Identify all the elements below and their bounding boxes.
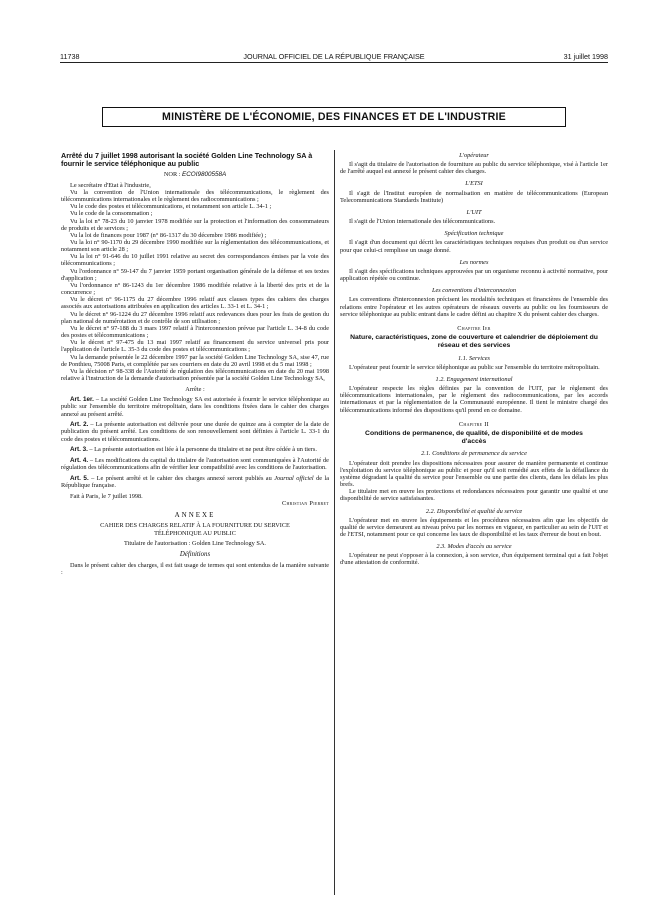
vu-item: Vu le code des postes et télécommunications, et notamment son article L. 34-1 ; <box>70 203 272 211</box>
titulaire-line: Titulaire de l'autorisation : Golden Line Technology SA. <box>123 540 266 548</box>
column-divider <box>334 150 335 895</box>
fait-line: Fait à Paris, le 7 juillet 1998. <box>70 492 143 500</box>
definition-term: Les normes <box>459 258 489 266</box>
definition-text: Il s'agit de l'Institut européen de normalisation en matière de télécommunications (European Telecommunications Standards Institute) <box>340 189 608 204</box>
definition-text: Il s'agit des spécifications techniques approuvées par un organisme reconnu à activité normative, pour application répétée ou continue. <box>340 267 608 283</box>
article-text: – La présente autorisation est liée à la personne du titulaire et ne peut être cédée à un tiers. <box>87 446 317 454</box>
journal-title: JOURNAL OFFICIEL DE LA RÉPUBLIQUE FRANÇAISE <box>243 52 425 61</box>
article-text: – Le présent arrêté et le cahier des charges annexé seront publiés au <box>88 474 275 482</box>
article-label: Art. 2. <box>70 421 89 429</box>
signature: Christian Pierret <box>281 499 329 507</box>
definition-term: L'UIT <box>466 208 482 216</box>
ministry-banner: MINISTÈRE DE L'ÉCONOMIE, DES FINANCES ET DE L'INDUSTRIE <box>102 107 566 127</box>
vu-list <box>61 189 329 382</box>
article-text: – La société Golden Line Technology SA est autorisée à fournir le service téléphonique au public sur l'ensemble du territoire métropolitain, dans les conditions fixées dans le cahier des charges annexé au présent arrêté. <box>61 396 329 418</box>
vu-item: Vu le décret n° 96-1175 du 27 décembre 1996 relatif aux clauses types des cahiers des charges associés aux autorisations attribuées en application des articles L. 33-1 et L. 34-1 ; <box>61 296 329 311</box>
vu-item: Vu la convention de l'Union internationale des télécommunications, le règlement des télécommunications internationales et le règlement des radiocommunications ; <box>61 188 329 204</box>
page-number: 11738 <box>60 52 80 61</box>
definition-text: Il s'agit de l'Union internationale des télécommunications. <box>349 218 496 226</box>
article <box>61 457 329 471</box>
definitions-heading: Définitions <box>179 550 211 558</box>
article-text: – La présente autorisation est délivrée pour une durée de quinze ans à compter de la date de publication du présent arrêté. Les conditions de son renouvellement sont définies à l'article L. 33-1 du code des postes et télécommunications. <box>61 421 329 443</box>
section-2-1-heading: 2.1. Conditions de permanence du service <box>421 450 527 458</box>
section-2-2-text: L'opérateur met en œuvre les équipements et les procédures nécessaires afin que les objectifs de qualité de service demeurent au niveau prévu par les normes en vigueur, en particulier au sein de l'UIT et de l'ETSI, notamment pour ce qui concerne les taux de disponibilité et les taux d'erreur de bout en bout. <box>340 516 608 538</box>
arrete-heading: Arrête : <box>185 385 205 393</box>
vu-item: Vu la loi n° 91-646 du 10 juillet 1991 relative au secret des correspondances émises par la voie des télécommunications ; <box>61 253 329 268</box>
section-2-1-text-2: Le titulaire met en œuvre les protections et redondances nécessaires pour garantir une qualité et une disponibilité de service satisfaisantes. <box>340 488 608 503</box>
chapter-2-title: Conditions de permanence, de qualité, de disponibilité et de modes d'accès <box>365 429 583 445</box>
section-1-2-heading: 1.2. Engagement international <box>435 375 513 383</box>
definition-term: Les conventions d'interconnexion <box>431 287 516 295</box>
article <box>61 421 329 442</box>
article-label: Art. 1er. <box>70 396 94 404</box>
section-1-1-text: L'opérateur peut fournir le service téléphonique au public sur l'ensemble du territoire métropolitain. <box>349 363 600 371</box>
article-text: – Les modifications du capital du titulaire de l'autorisation sont communiquées à l'Autorité de régulation des télécommunications afin de vérifier leur compatibilité avec les conditions de l'autorisation. <box>61 456 329 472</box>
decree-intro: Le secrétaire d'Etat à l'industrie, <box>70 181 151 189</box>
issue-date: 31 juillet 1998 <box>563 52 608 61</box>
header-rule <box>60 62 608 63</box>
article-label: Art. 3. <box>70 446 88 454</box>
decree-title: Arrêté du 7 juillet 1998 autorisant la société Golden Line Technology SA à fournir le service téléphonique au public <box>61 151 313 169</box>
left-column <box>61 152 329 576</box>
definitions-list <box>340 152 608 318</box>
definition-text: Les conventions d'interconnexion précisent les modalités techniques et financières de l'ensemble des relations entre l'opérateur et les autres opérateurs de réseaux ouverts au public ou les fournisseurs de service téléphonique au public entrant dans le cadre défini au chapitre X du présent cahier des charges. <box>340 296 608 318</box>
vu-item: Vu l'ordonnance n° 59-147 du 7 janvier 1959 portant organisation générale de la défense et ses textes d'application ; <box>61 267 329 282</box>
vu-item: Vu l'ordonnance n° 86-1243 du 1er décembre 1986 modifiée relative à la liberté des prix et de la concurrence ; <box>61 281 329 297</box>
vu-item: Vu le décret n° 97-475 du 13 mai 1997 relatif au financement du service universel pris pour l'application de l'article L. 35-3 du code des postes et télécommunications ; <box>61 339 329 354</box>
vu-item: Vu la loi n° 78-23 du 10 janvier 1978 modifiée sur la protection et l'information des consommateurs de produits et de services ; <box>61 217 329 232</box>
article <box>61 446 329 453</box>
vu-item: Vu la décision n° 98-338 de l'Autorité de régulation des télécommunications en date du 20 mai 1998 relative à l'instruction de la demande d'autorisation présentée par la société Golden Line Technology SA, <box>61 367 329 382</box>
chapter-1-label: Chapitre Ier <box>457 324 491 332</box>
definition-term: L'opérateur <box>459 152 489 159</box>
article-list <box>61 396 329 489</box>
chapter-2-label: Chapitre II <box>458 420 490 428</box>
section-2-2-heading: 2.2. Disponibilité et qualité du service <box>425 507 523 515</box>
article <box>61 475 329 489</box>
definition-term: L'ETSI <box>465 180 483 188</box>
vu-item: Vu le décret n° 97-188 du 3 mars 1997 relatif à l'interconnexion prévue par l'article L. 34-8 du code des postes et télécommunications ; <box>61 324 329 340</box>
definitions-intro: Dans le présent cahier des charges, il est fait usage de termes qui sont entendus de la manière suivante : <box>61 561 329 576</box>
article-italic: Journal officiel <box>274 474 314 482</box>
vu-item: Vu la loi n° 90-1170 du 29 décembre 1990 modifiée sur la réglementation des télécommunications, et notamment son article 28 ; <box>61 239 329 254</box>
nor-reference <box>61 171 329 178</box>
article-label: Art. 4. <box>70 456 89 464</box>
section-2-3-text: L'opérateur ne peut s'opposer à la connexion, à son service, d'un équipement terminal qui a fait l'objet d'une attestation de conformité. <box>340 552 608 567</box>
section-2-3-heading: 2.3. Modes d'accès au service <box>436 543 512 551</box>
section-2-1-text-1: L'opérateur doit prendre les dispositions nécessaires pour assurer de manière permanente et continue l'exploitation du service téléphonique au public et pour qu'il soit remédié aux effets de la défaillance du système dégradant la qualité du service pour l'ensemble ou une partie des clients, dans les délais les plus brefs. <box>340 459 608 489</box>
nor-label: NOR : <box>163 170 181 178</box>
article-tail: de la République française. <box>61 474 330 489</box>
vu-item: Vu le code de la consommation ; <box>70 210 153 218</box>
right-column <box>340 152 608 567</box>
cahier-title: CAHIER DES CHARGES RELATIF À LA FOURNITURE DU SERVICE TÉLÉPHONIQUE AU PUBLIC <box>100 522 290 537</box>
vu-item: Vu le décret n° 96-1224 du 27 décembre 1996 relatif aux redevances dues pour les frais de gestion du plan national de numérotation et de contrôle de son utilisation ; <box>61 310 329 325</box>
section-1-2-text: L'opérateur respecte les règles définies par la convention de l'UIT, par le règlement des télécommunications internationales, par le règlement des radiocommunications, par les accords internationaux et par la réglementation de la Communauté européenne. Il tient le ministre chargé des télécommunications informé des dispositions qu'il prend en ce domaine. <box>340 385 608 414</box>
definition-text: Il s'agit d'un document qui décrit les caractéristiques techniques requises d'un produit ou d'un service pour que celui-ci remplisse un usage donné. <box>340 239 608 254</box>
nor-value: ECOI9800558A <box>182 170 227 178</box>
vu-item: Vu la loi de finances pour 1987 (n° 86-1317 du 30 décembre 1986 modifiée) ; <box>70 231 267 239</box>
annexe-heading: ANNEXE <box>174 510 216 519</box>
chapter-1-title: Nature, caractéristiques, zone de couverture et calendrier de déploiement du réseau et des services <box>350 333 598 349</box>
article-label: Art. 5. <box>70 474 89 482</box>
article <box>61 396 329 417</box>
section-1-1-heading: 1.1. Services <box>458 354 490 362</box>
definition-text: Il s'agit du titulaire de l'autorisation de fourniture au public du service téléphonique, visé à l'article 1er de l'arrêté auquel est annexé le présent cahier des charges. <box>340 161 608 176</box>
vu-item: Vu la demande présentée le 22 décembre 1997 par la société Golden Line Technology SA, sise 47, rue de Ponthieu, 75008 Paris, et complétée par ses courriers en date du 20 avril 1998 et du 5 mai 1998 ; <box>61 353 329 368</box>
definition-term: Spécification technique <box>444 230 504 238</box>
